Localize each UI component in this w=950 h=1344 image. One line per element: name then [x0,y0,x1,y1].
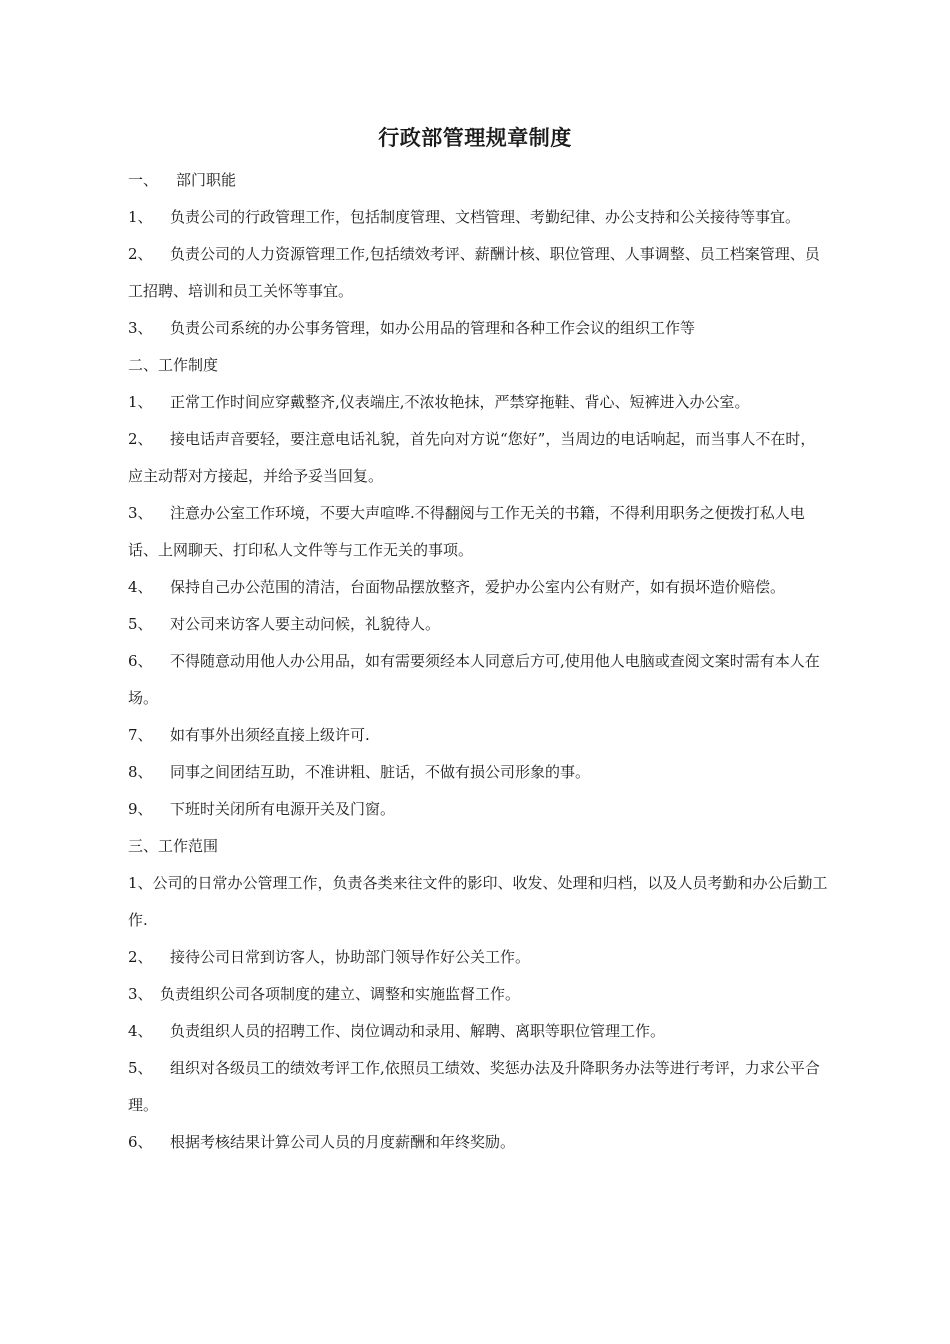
item-text: 根据考核结果计算公司人员的月度薪酬和年终奖励。 [170,1133,516,1151]
list-item [128,717,828,754]
list-item [128,976,828,1013]
item-number: 2、 [128,430,153,448]
list-item [128,421,828,495]
item-number: 5、 [128,1059,153,1077]
item-text: 负责公司的行政管理工作，包括制度管理、文档管理、考勤纪律、办公支持和公关接待等事宜。 [170,208,801,226]
list-item [128,939,828,976]
section-title: 三、工作范围 [128,837,219,855]
list-item [128,754,828,791]
item-number: 1、 [128,874,153,892]
item-text: 接电话声音要轻，要注意电话礼貌，首先向对方说“您好”，当周边的电话响起，而当事人不在时，应主动帮对方接起，并给予妥当回复。 [128,430,816,485]
item-text: 组织对各级员工的绩效考评工作,依照员工绩效、奖惩办法及升降职务办法等进行考评，力求公平合理。 [128,1059,820,1114]
section-title: 二、工作制度 [128,356,219,374]
list-item [128,1013,828,1050]
item-number: 6、 [128,652,153,670]
item-number: 6、 [128,1133,153,1151]
item-number: 3、 [128,985,153,1003]
section-title: 部门职能 [176,171,237,189]
item-text: 下班时关闭所有电源开关及门窗。 [170,800,396,818]
list-item [128,310,828,347]
document-title: 行政部管理规章制度 [378,126,572,150]
item-number: 1、 [128,393,153,411]
item-number: 7、 [128,726,153,744]
list-item [128,384,828,421]
list-item [128,1124,828,1161]
item-text: 负责公司的人力资源管理工作,包括绩效考评、薪酬计核、职位管理、人事调整、员工档案管理、员工招聘、培训和员工关怀等事宜。 [128,245,820,300]
item-number: 2、 [128,948,153,966]
item-number: 3、 [128,319,153,337]
section-heading [128,828,828,865]
document-body [128,162,828,1161]
item-number: 4、 [128,578,153,596]
item-text: 负责组织公司各项制度的建立、调整和实施监督工作。 [160,985,521,1003]
section-number: 一、 [128,171,159,189]
list-item [128,236,828,310]
item-number: 3、 [128,504,153,522]
item-text: 负责组织人员的招聘工作、岗位调动和录用、解聘、离职等职位管理工作。 [170,1022,666,1040]
item-number: 1、 [128,208,153,226]
list-item [128,643,828,717]
item-text: 保持自己办公范围的清洁，台面物品摆放整齐，爱护办公室内公有财产，如有损坏造价赔偿。 [170,578,786,596]
list-item [128,495,828,569]
list-item [128,199,828,236]
item-number: 5、 [128,615,153,633]
item-text: 不得随意动用他人办公用品，如有需要须经本人同意后方可,使用他人电脑或查阅文案时需有本人在场。 [128,652,820,707]
item-number: 8、 [128,763,153,781]
list-item [128,865,828,939]
item-text: 同事之间团结互助，不准讲粗、脏话，不做有损公司形象的事。 [170,763,591,781]
item-text: 注意办公室工作环境，不要大声喧哗.不得翻阅与工作无关的书籍，不得利用职务之便拨打私人电话、上网聊天、打印私人文件等与工作无关的事项。 [128,504,805,559]
section-heading [128,162,828,199]
list-item [128,1050,828,1124]
section-heading [128,347,828,384]
item-text: 接待公司日常到访客人，协助部门领导作好公关工作。 [170,948,531,966]
item-number: 4、 [128,1022,153,1040]
list-item [128,569,828,606]
item-text: 公司的日常办公管理工作，负责各类来往文件的影印、收发、处理和归档，以及人员考勤和办公后勤工作. [128,874,828,929]
item-text: 如有事外出须经直接上级许可. [170,726,370,744]
item-text: 负责公司系统的办公事务管理，如办公用品的管理和各种工作会议的组织工作等 [170,319,696,337]
item-number: 9、 [128,800,153,818]
list-item [128,791,828,828]
list-item [128,606,828,643]
item-text: 对公司来访客人要主动问候，礼貌待人。 [170,615,441,633]
item-number: 2、 [128,245,153,263]
item-text: 正常工作时间应穿戴整齐,仪表端庄,不浓妆艳抹，严禁穿拖鞋、背心、短裤进入办公室。 [170,393,750,411]
